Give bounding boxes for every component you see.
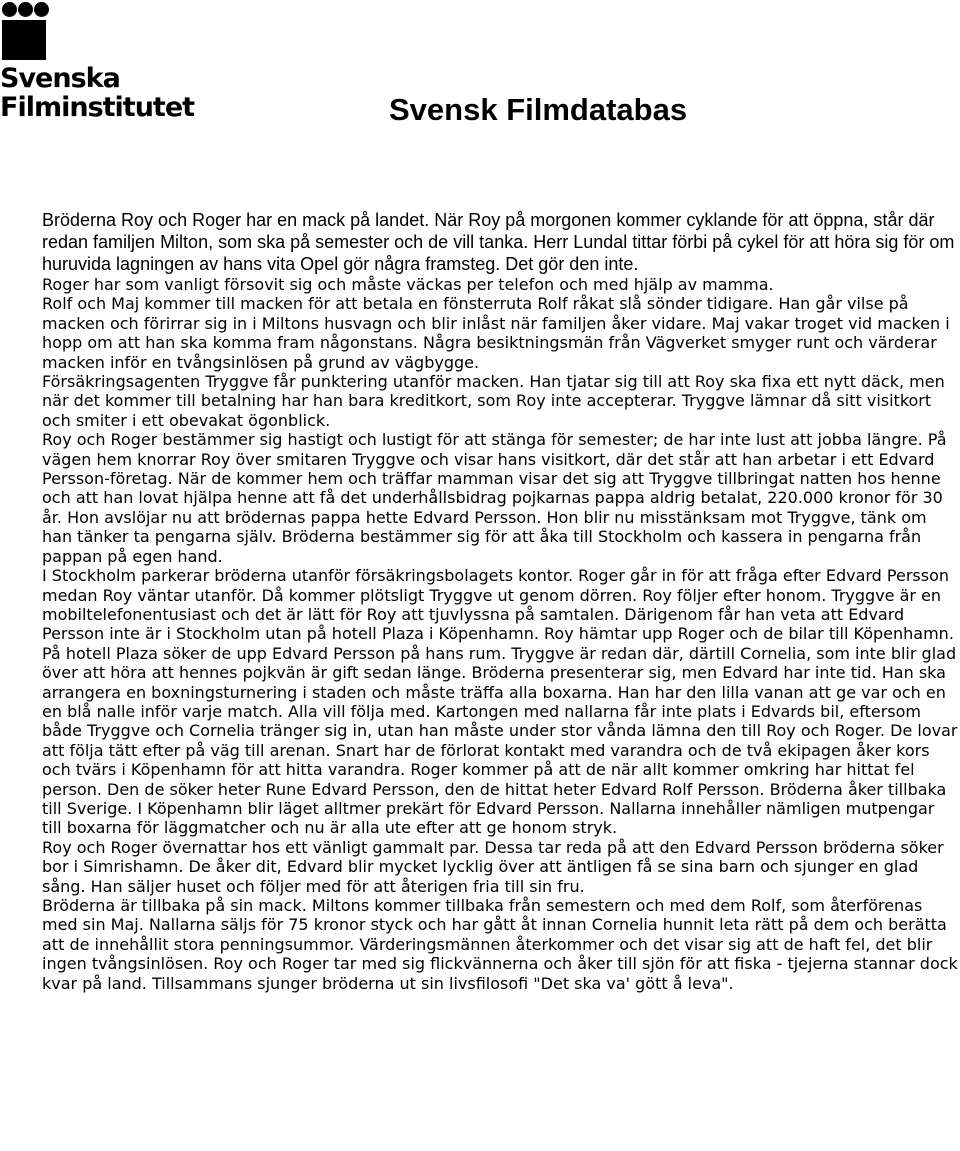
synopsis-paragraph: Bröderna är tillbaka på sin mack. Miltons kommer tillbaka från semestern och med dem Rolf, som återförenas med sin Maj. Nallarna säljs för 75 kronor styck och har gått åt innan Cornelia hunnit leta rätt på dem och berätta att de innehållit stora penningsummor. Värderingsmännen återkommer och det visar sig att de haft fel, det blir ingen tvångsinlösen. Roy och Roger tar med sig flickvännerna och åker till sjön för att fiska - tjejerna stannar dock kvar på land. Tillsammans sjunger bröderna ut sin livsfilosofi "Det ska va' gött å leva". bbox=[42, 896, 958, 993]
logo-dot-icon bbox=[18, 2, 33, 17]
logo-dot-icon bbox=[2, 2, 17, 17]
logo-text-line1: Svenska bbox=[0, 63, 120, 94]
synopsis-text bbox=[42, 209, 958, 993]
synopsis-paragraph: Roy och Roger bestämmer sig hastigt och lustigt för att stänga för semester; de har inte lust att jobba längre. På vägen hem knorrar Roy över smitaren Tryggve och visar hans visitkort, där det står att han arbetar i ett Edvard Persson-företag. När de kommer hem och träffar mamman visar det sig att Tryggve tillbringat natten hos henne och att han lovat hjälpa henne att få det underhållsbidrag pojkarnas pappa aldrig betalat, 220.000 kronor för 30 år. Hon avslöjar nu att brödernas pappa hette Edvard Persson. Hon blir nu misstänksam mot Tryggve, tänk om han tänker ta pengarna själv. Bröderna bestämmer sig för att åka till Stockholm och kassera in pengarna från pappan på egen hand. bbox=[42, 430, 947, 566]
synopsis-paragraph: Försäkringsagenten Tryggve får punktering utanför macken. Han tjatar sig till att Roy ska fixa ett nytt däck, men när det kommer till betalning har han bara kreditkort, som Roy inte accepterar. Tryggve lämnar då sitt visitkort och smiter i ett obevakat ögonblick. bbox=[42, 372, 945, 430]
logo-text-line2: Filminstitutet bbox=[0, 92, 195, 123]
logo-block-icon bbox=[2, 20, 46, 60]
synopsis-paragraph: I Stockholm parkerar bröderna utanför försäkringsbolagets kontor. Roger går in för att fråga efter Edvard Persson medan Roy väntar utanför. Då kommer plötsligt Tryggve ut genom dörren. Roy följer efter honom. Tryggve är en mobiltelefonentusiast och det är lätt för Roy att tjuvlyssna på samtalen. Därigenom får han veta att Edvard Persson inte är i Stockholm utan på hotell Plaza i Köpenhamn. Roy hämtar upp Roger och de bilar till Köpenhamn. bbox=[42, 566, 954, 644]
synopsis-paragraph: Rolf och Maj kommer till macken för att betala en fönsterruta Rolf råkat slå sönder tidigare. Han går vilse på macken och förirrar sig in i Miltons husvagn och blir inlåst när familjen åker vidare. Maj vakar troget vid macken i hopp om att han ska komma fram någonstans. Några besiktningsmän från Vägverket smyger runt och värderar macken inför en tvångsinlösen på grund av vägbygge. bbox=[42, 294, 950, 372]
page-title: Svensk Filmdatabas bbox=[389, 92, 688, 127]
synopsis-paragraph: På hotell Plaza söker de upp Edvard Persson på hans rum. Tryggve är redan där, därtill Cornelia, som inte blir glad över att höra att hennes pojkvän är gift sedan länge. Bröderna presenterar sig, men Edvard har inte tid. Han ska arrangera en boxningsturnering i staden och måste träffa alla boxarna. Han har den lilla vanan att ge var och en en blå nalle inför varje match. Alla vill följa med. Kartongen med nallarna får inte plats i Edvards bil, eftersom både Tryggve och Cornelia tränger sig in, utan han måste under stor vånda lämna den till Roy och Roger. De lovar att följa tätt efter på väg till arenan. Snart har de förlorat kontakt med varandra och de två ekipagen åker kors och tvärs i Köpenhamn för att hitta varandra. Roger kommer på att de när allt kommer omkring har hittat fel person. Den de söker heter Rune Edvard Persson, den de hittat heter Edvard Rolf Persson. Bröderna åker tillbaka till Sverige. I Köpenhamn blir läget alltmer prekärt för Edvard Persson. Nallarna innehåller nämligen mutpengar till boxarna för läggmatcher och nu är alla ute efter att ge honom stryk. bbox=[42, 643, 958, 838]
svenska-filminstitutet-logo bbox=[0, 0, 205, 125]
logo-dots-icon bbox=[2, 2, 50, 20]
synopsis-paragraph: Bröderna Roy och Roger har en mack på landet. När Roy på morgonen kommer cyklande för att öppna, står där redan familjen Milton, som ska på semester och de vill tanka. Herr Lundal tittar förbi på cykel för att höra sig för om huruvida lagningen av hans vita Opel gör några framsteg. Det gör den inte. bbox=[42, 210, 955, 274]
synopsis-paragraph: Roger har som vanligt försovit sig och måste väckas per telefon och med hjälp av mamma. bbox=[42, 275, 774, 294]
synopsis-paragraph: Roy och Roger övernattar hos ett vänligt gammalt par. Dessa tar reda på att den Edvard Persson bröderna söker bor i Simrishamn. De åker dit, Edvard blir mycket lycklig över att äntligen få se sina barn och sjunger en glad sång. Han säljer huset och följer med för att återigen fria till sin fru. bbox=[42, 837, 944, 896]
logo-dot-icon bbox=[34, 2, 49, 17]
